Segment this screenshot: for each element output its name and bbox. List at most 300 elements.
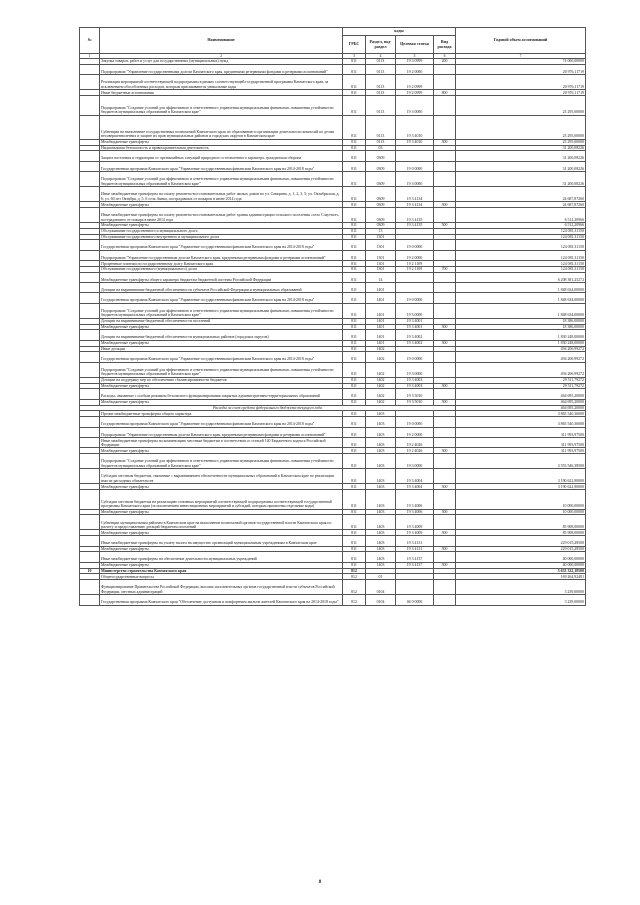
cell-razdel: 1402 — [366, 346, 396, 352]
cell-vr — [434, 172, 456, 187]
cell-razdel: 1402 — [366, 383, 396, 389]
cell-vr: 500 — [434, 139, 456, 145]
cell-cst: 19 3 4002 — [396, 340, 434, 346]
cell-sum: 494 206,99272 — [456, 352, 586, 362]
cell-razdel: 1402 — [366, 377, 396, 383]
cell-grbs: 811 — [343, 75, 366, 90]
cell-grbs: 811 — [343, 330, 366, 340]
cell-sum: 124 081,31150 — [456, 234, 586, 240]
cell-grbs: 811 — [343, 145, 366, 151]
cell-cst: 19 2 1109 — [396, 266, 434, 272]
cell-cst: 19 3 4009 — [396, 530, 434, 536]
cell-vr: 500 — [434, 399, 456, 405]
cell-name: Национальная безопасность и правоохранительная деятельность — [100, 145, 343, 151]
cell-vr — [434, 187, 456, 202]
cell-sum: 229 015,28500 — [456, 536, 586, 546]
cell-cst: 19 2 0000 — [396, 64, 434, 74]
table-row — [80, 293, 586, 303]
table-row — [80, 469, 586, 484]
header-index: 3 — [343, 54, 366, 59]
cell-sum: 29 511,79272 — [456, 383, 586, 389]
cell-name: Иные дотации — [100, 346, 343, 352]
cell-name: Межбюджетные трансферты — [100, 546, 343, 552]
cell-num — [80, 427, 100, 437]
cell-cst: 19 2 4026 — [396, 448, 434, 454]
table-row — [80, 389, 586, 399]
cell-num — [80, 303, 100, 318]
cell-sum: 3 865 540,36000 — [456, 417, 586, 427]
cell-sum: 3 239,00000 — [456, 580, 586, 595]
cell-num — [80, 454, 100, 469]
table-row — [80, 187, 586, 202]
cell-num — [80, 64, 100, 74]
cell-sum: 3 239,00000 — [456, 595, 586, 605]
cell-name: Межбюджетные трансферты — [100, 202, 343, 208]
cell-name: Межбюджетные трансферты — [100, 448, 343, 454]
cell-sum: 6 208 381,25272 — [456, 272, 586, 282]
cell-sum: 311 993,97500 — [456, 448, 586, 454]
table-row — [80, 250, 586, 260]
cell-cst: 19 3 4137 — [396, 552, 434, 562]
cell-sum: 6 512,20966 — [456, 207, 586, 222]
table-row — [80, 595, 586, 605]
cell-razdel: 1401 — [366, 283, 396, 293]
table-row — [80, 352, 586, 362]
cell-cst: 19 0 0000 — [396, 352, 434, 362]
cell-sum: 494 206,99272 — [456, 362, 586, 377]
cell-grbs: 811 — [343, 417, 366, 427]
cell-vr — [434, 151, 456, 161]
table-row — [80, 303, 586, 318]
header-index: 4 — [366, 54, 396, 59]
table-row — [80, 95, 586, 115]
cell-cst: 19 3 4135 — [396, 222, 434, 228]
cell-sum: 124 081,31150 — [456, 261, 586, 267]
table-row — [80, 64, 586, 74]
cell-cst: 19 2 0000 — [396, 250, 434, 260]
header-index: 1 — [80, 54, 100, 59]
cell-razdel: 1401 — [366, 324, 396, 330]
cell-sum: 464 695,20000 — [456, 389, 586, 399]
cell-grbs: 811 — [343, 240, 366, 250]
cell-name: Государственная программа Камчатского края "Обеспечение доступным и комфортным жильем жителей Камчатского края на 2014-2018 годы" — [100, 595, 343, 605]
cell-cst: 19 0 0000 — [396, 240, 434, 250]
cell-grbs: 812 — [343, 595, 366, 605]
cell-name: Государственная программа Камчатского края "Управление государственными финансами Камчатского края на 2014-2018 годы" — [100, 352, 343, 362]
cell-sum: 3 190 622,90000 — [456, 484, 586, 490]
cell-grbs: 811 — [343, 161, 366, 171]
table-row — [80, 172, 586, 187]
cell-name: Межбюджетные трансферты — [100, 383, 343, 389]
cell-sum: 124 081,31150 — [456, 228, 586, 234]
cell-sum: 1 830 248,00000 — [456, 330, 586, 340]
table-row — [80, 417, 586, 427]
cell-grbs: 811 — [343, 272, 366, 282]
cell-num — [80, 536, 100, 546]
cell-cst: 19 3 4134 — [396, 187, 434, 202]
cell-name: Субсидии местным бюджетам на реализацию основных мероприятий соответствующей подпрограммы соответствующей государственной программы Камчатского края (за исключением инвестиционных мероприятий и субсидий, которым присвоены отдельные коды) — [100, 489, 343, 509]
budget-table — [79, 27, 586, 606]
cell-name: Дотации на поддержку мер по обеспечению сбалансированности бюджетов — [100, 377, 343, 383]
cell-num — [80, 293, 100, 303]
cell-vr — [434, 283, 456, 293]
cell-cst: 19 3 4010 — [396, 115, 434, 139]
cell-vr — [434, 250, 456, 260]
table-row — [80, 515, 586, 530]
table-row — [80, 330, 586, 340]
cell-num — [80, 75, 100, 90]
cell-sum: 20 976,11719 — [456, 75, 586, 90]
cell-grbs: 811 — [343, 303, 366, 318]
cell-razdel: 1301 — [366, 234, 396, 240]
cell-sum: 1 848 634,00000 — [456, 283, 586, 293]
cell-grbs: 811 — [343, 207, 366, 222]
cell-grbs: 812 — [343, 568, 366, 574]
cell-num — [80, 438, 100, 448]
cell-grbs: 811 — [343, 172, 366, 187]
cell-razdel: 0309 — [366, 222, 396, 228]
cell-grbs: 811 — [343, 202, 366, 208]
cell-sum: 169 264,92481 — [456, 574, 586, 580]
cell-cst: 19 3 4131 — [396, 536, 434, 546]
cell-cst: 19 3 5010 — [396, 389, 434, 399]
cell-sum: 494 206,99272 — [456, 346, 586, 352]
cell-vr: 500 — [434, 340, 456, 346]
cell-grbs: 811 — [343, 228, 366, 234]
table-row — [80, 115, 586, 139]
cell-cst: 19 3 4004 — [396, 469, 434, 484]
cell-grbs: 811 — [343, 283, 366, 293]
cell-grbs: 811 — [343, 562, 366, 568]
cell-grbs: 811 — [343, 318, 366, 324]
cell-num — [80, 469, 100, 484]
cell-vr: 500 — [434, 530, 456, 536]
cell-name: Межбюджетные трансферты — [100, 562, 343, 568]
cell-cst: 19 2 0999 — [396, 75, 434, 90]
cell-razdel: 1403 — [366, 546, 396, 552]
cell-razdel: 0104 — [366, 580, 396, 595]
cell-sum: 464 695,20000 — [456, 405, 586, 411]
cell-sum: 18 386,00000 — [456, 324, 586, 330]
cell-name: Расходы, связанные с особым режимом безопасного функционирования закрытых административно-территориальных образований — [100, 389, 343, 399]
cell-grbs: 811 — [343, 377, 366, 383]
cell-sum: 23 295,00000 — [456, 95, 586, 115]
cell-name: Подпрограмма "Создание условий для эффективного и ответственного управления муниципальными финансами, повышения устойчивости бюджетов муниципальных образований в Камчатском крае" — [100, 454, 343, 469]
cell-name: Иные межбюджетные трансферты на оплату ремонтно-восстановительных работ жилых домов по ул. Савкрина, д. 1, 2, 3, 5; ул. Октябрьская, д. 6; ул. 60 лет Октября, д. 5, 6 села Аянка, пострадавших от пожаров в июне 2014 года — [100, 187, 343, 202]
cell-name: Межбюджетные трансферты — [100, 509, 343, 515]
header-codes-group: коды — [343, 28, 456, 36]
cell-cst: 19 2 4026 — [396, 438, 434, 448]
cell-cst: 19 3 4137 — [396, 562, 434, 568]
cell-sum: 311 993,97500 — [456, 427, 586, 437]
cell-name: Межбюджетные трансферты общего характера бюджетам бюджетной системы Российской Федерации — [100, 272, 343, 282]
cell-name: Министерство строительства Камчатского края — [100, 568, 343, 574]
cell-name: Закупка товаров, работ и услуг для государственных (муниципальных) нужд — [100, 59, 343, 65]
cell-cst: 19 3 4002 — [396, 330, 434, 340]
cell-razdel: 1403 — [366, 427, 396, 437]
cell-sum: 31 200,08226 — [456, 172, 586, 187]
cell-grbs: 811 — [343, 362, 366, 377]
cell-razdel: 0309 — [366, 151, 396, 161]
table-row — [80, 75, 586, 90]
cell-vr: 500 — [434, 448, 456, 454]
cell-sum: 229 015,28500 — [456, 546, 586, 552]
cell-vr — [434, 536, 456, 546]
cell-grbs: 811 — [343, 552, 366, 562]
cell-vr: 500 — [434, 509, 456, 515]
cell-grbs: 811 — [343, 352, 366, 362]
cell-num — [80, 595, 100, 605]
cell-razdel: 1402 — [366, 352, 396, 362]
cell-num — [80, 352, 100, 362]
cell-num: 10 — [80, 568, 100, 574]
cell-razdel: 1403 — [366, 417, 396, 427]
cell-razdel: 0113 — [366, 64, 396, 74]
header-index: 6 — [434, 54, 456, 59]
cell-name: Обслуживание государственного внутреннего и муниципального долга — [100, 234, 343, 240]
cell-num — [80, 283, 100, 293]
cell-grbs: 811 — [343, 411, 366, 417]
cell-grbs: 811 — [343, 95, 366, 115]
header-grbs: ГРБС — [343, 36, 366, 54]
cell-num — [80, 417, 100, 427]
cell-grbs: 811 — [343, 515, 366, 530]
cell-grbs: 812 — [343, 574, 366, 580]
cell-name: Государственная программа Камчатского края "Управление государственными финансами Камчатского края на 2014-2018 годы" — [100, 293, 343, 303]
cell-vr — [434, 389, 456, 399]
cell-sum: 31 200,08226 — [456, 151, 586, 161]
cell-razdel: 0309 — [366, 202, 396, 208]
cell-razdel: 1401 — [366, 330, 396, 340]
cell-grbs: 811 — [343, 448, 366, 454]
cell-vr — [434, 240, 456, 250]
table-header — [80, 28, 586, 59]
cell-razdel: 1301 — [366, 266, 396, 272]
cell-cst: 19 3 4135 — [396, 207, 434, 222]
cell-razdel: 1403 — [366, 489, 396, 509]
cell-name: Межбюджетные трансферты — [100, 530, 343, 536]
cell-name: Реализация мероприятий соответствующей подпрограммы в рамках соответствующей государственной программы Камчатского края, за исключением обособленных расходов, которым присваиваются уникальные коды — [100, 75, 343, 90]
cell-sum: 85 908,00000 — [456, 515, 586, 530]
cell-vr — [434, 469, 456, 484]
cell-cst: 19 3 4001 — [396, 324, 434, 330]
cell-sum: 40 000,00000 — [456, 552, 586, 562]
table-row — [80, 580, 586, 595]
cell-vr — [434, 64, 456, 74]
cell-cst: 19 0 0000 — [396, 293, 434, 303]
cell-name: Субвенции на выполнение государственных полномочий Камчатского края по образованию и организации деятельности комиссий по делам несовершеннолетних и защите их прав муниципальных районов и городских округов в Камчатском крае — [100, 115, 343, 139]
cell-grbs: 811 — [343, 187, 366, 202]
cell-vr — [434, 272, 456, 282]
cell-vr — [434, 303, 456, 318]
cell-razdel: 1401 — [366, 293, 396, 303]
header-razdel: Раздел, под-раздел — [366, 36, 396, 54]
header-name: Наименование — [100, 28, 343, 54]
cell-razdel: 0113 — [366, 139, 396, 145]
table-row — [80, 283, 586, 293]
cell-grbs: 811 — [343, 530, 366, 536]
cell-name: Государственная программа Камчатского края "Управление государственными финансами Камчатского края на 2014-2018 годы" — [100, 161, 343, 171]
cell-vr: 500 — [434, 222, 456, 228]
cell-sum: 20 976,11719 — [456, 90, 586, 96]
table-row — [80, 161, 586, 171]
cell-vr — [434, 75, 456, 90]
cell-name: Межбюджетные трансферты — [100, 139, 343, 145]
cell-name: Подпрограмма "Управление государственным долгом Камчатского края, кредитными резервными фондами и резервами ассигнований" — [100, 427, 343, 437]
page-number: 8 — [318, 880, 322, 885]
cell-grbs: 811 — [343, 484, 366, 490]
cell-cst: 19 0 0000 — [396, 161, 434, 171]
table-row — [80, 362, 586, 377]
cell-razdel: 1403 — [366, 552, 396, 562]
cell-cst: 19 2 0999 — [396, 90, 434, 96]
cell-num — [80, 151, 100, 161]
cell-name: Межбюджетные трансферты — [100, 340, 343, 346]
cell-cst: 19 3 4009 — [396, 515, 434, 530]
cell-grbs: 811 — [343, 115, 366, 139]
cell-grbs: 811 — [343, 340, 366, 346]
cell-num — [80, 489, 100, 509]
cell-sum: 31 200,08226 — [456, 145, 586, 151]
cell-razdel: 0113 — [366, 115, 396, 139]
cell-cst: 19 3 0000 — [396, 362, 434, 377]
cell-num — [80, 552, 100, 562]
cell-sum: 3 190 622,90000 — [456, 469, 586, 484]
cell-sum: 311 993,97500 — [456, 438, 586, 448]
header-cst: Целевая статья — [396, 36, 434, 54]
cell-razdel: 1401 — [366, 318, 396, 324]
cell-vr — [434, 515, 456, 530]
table-row — [80, 552, 586, 562]
table-row — [80, 536, 586, 546]
cell-num — [80, 187, 100, 202]
cell-sum: 23 295,00000 — [456, 139, 586, 145]
cell-grbs: 811 — [343, 90, 366, 96]
cell-razdel: 1403 — [366, 454, 396, 469]
cell-cst — [396, 272, 434, 282]
cell-name: Субсидии местным бюджетам, связанные с выравниванием обеспеченности муниципальных образований в Камчатском крае по реализации ими их расходных обязательств — [100, 469, 343, 484]
cell-cst: 19 3 4004 — [396, 484, 434, 490]
cell-cst: 19 3 4134 — [396, 202, 434, 208]
cell-sum: 74 000,00000 — [456, 59, 586, 65]
cell-vr — [434, 95, 456, 115]
cell-name: Государственная программа Камчатского края "Управление государственными финансами Камчатского края на 2014-2018 годы" — [100, 240, 343, 250]
cell-razdel: 0113 — [366, 95, 396, 115]
cell-vr — [434, 454, 456, 469]
cell-cst: 19 3 4001 — [396, 318, 434, 324]
cell-vr: 500 — [434, 546, 456, 552]
cell-razdel: 0113 — [366, 75, 396, 90]
cell-name: Обслуживание государственного и муниципального долга — [100, 228, 343, 234]
cell-razdel: 1403 — [366, 411, 396, 417]
header-index: 5 — [396, 54, 434, 59]
cell-vr — [434, 580, 456, 595]
cell-razdel: 1403 — [366, 438, 396, 448]
cell-razdel: 01 — [366, 574, 396, 580]
header-sum: Годовой объем ассигнований — [456, 28, 586, 54]
cell-razdel: 1403 — [366, 536, 396, 546]
cell-vr — [434, 595, 456, 605]
cell-razdel: 1401 — [366, 340, 396, 346]
cell-vr — [434, 115, 456, 139]
table-row — [80, 427, 586, 437]
cell-sum: 85 908,00000 — [456, 530, 586, 536]
header-num: № — [80, 28, 100, 54]
cell-razdel: 1402 — [366, 399, 396, 405]
cell-cst: 19 3 0000 — [396, 95, 434, 115]
cell-razdel: 0309 — [366, 172, 396, 187]
cell-razdel: 0113 — [366, 90, 396, 96]
cell-name: Подпрограмма "Создание условий для эффективного и ответственного управления муниципальными финансами, повышения устойчивости бюджетов муниципальных образований в Камчатском крае" — [100, 172, 343, 187]
cell-grbs: 811 — [343, 438, 366, 448]
cell-vr — [434, 438, 456, 448]
cell-cst: 19 0 0000 — [396, 417, 434, 427]
cell-name: Обслуживание государственного (муниципального) долга — [100, 266, 343, 272]
cell-grbs: 811 — [343, 399, 366, 405]
cell-sum: 5 633 322,18500 — [456, 568, 586, 574]
cell-num — [80, 389, 100, 399]
cell-cst — [396, 580, 434, 595]
cell-razdel: 0309 — [366, 207, 396, 222]
cell-razdel: 0309 — [366, 161, 396, 171]
cell-num — [80, 115, 100, 139]
cell-cst — [396, 151, 434, 161]
cell-grbs: 811 — [343, 266, 366, 272]
cell-sum: 464 695,20000 — [456, 399, 586, 405]
cell-name: Государственная программа Камчатского края "Управление государственными финансами Камчатского края на 2014-2018 годы" — [100, 417, 343, 427]
cell-name: Дотации на выравнивание бюджетной обеспеченности поселений — [100, 318, 343, 324]
cell-grbs: 811 — [343, 59, 366, 65]
cell-cst: 04 0 0000 — [396, 595, 434, 605]
cell-sum: 20 976,11719 — [456, 64, 586, 74]
cell-num — [80, 95, 100, 115]
cell-name: Подпрограмма "Создание условий для эффективного и ответственного управления муниципальными финансами, повышения устойчивости бюджетов муниципальных образований в Камчатском крае" — [100, 95, 343, 115]
cell-vr — [434, 207, 456, 222]
cell-cst: 19 3 4003 — [396, 383, 434, 389]
table-row — [80, 489, 586, 509]
cell-razdel: 1402 — [366, 362, 396, 377]
cell-name: Межбюджетные трансферты — [100, 399, 343, 405]
cell-razdel: 1403 — [366, 530, 396, 536]
cell-grbs: 811 — [343, 427, 366, 437]
table-row — [80, 454, 586, 469]
cell-vr — [434, 330, 456, 340]
cell-grbs: 811 — [343, 222, 366, 228]
cell-razdel: 0104 — [366, 595, 396, 605]
cell-sum: 24 687,87260 — [456, 187, 586, 202]
cell-cst: 19 3 4131 — [396, 546, 434, 552]
cell-grbs: 811 — [343, 151, 366, 161]
cell-cst — [396, 283, 434, 293]
cell-vr — [434, 161, 456, 171]
cell-grbs: 811 — [343, 509, 366, 515]
cell-name: Дотации на выравнивание бюджетной обеспеченности субъектов Российской Федерации и муниципальных образований — [100, 283, 343, 293]
cell-razdel: 1301 — [366, 240, 396, 250]
cell-num — [80, 172, 100, 187]
cell-razdel: 1301 — [366, 250, 396, 260]
header-vr: Вид расхода — [434, 36, 456, 54]
cell-name: Общегосударственные вопросы — [100, 574, 343, 580]
cell-vr — [434, 427, 456, 437]
cell-grbs: 811 — [343, 64, 366, 74]
cell-razdel: 1401 — [366, 303, 396, 318]
cell-razdel: 1403 — [366, 448, 396, 454]
cell-sum: 40 000,00000 — [456, 562, 586, 568]
cell-sum: 24 687,87260 — [456, 202, 586, 208]
cell-name: Иные бюджетные ассигнования — [100, 90, 343, 96]
cell-name: Межбюджетные трансферты — [100, 222, 343, 228]
cell-razdel: 1403 — [366, 469, 396, 484]
